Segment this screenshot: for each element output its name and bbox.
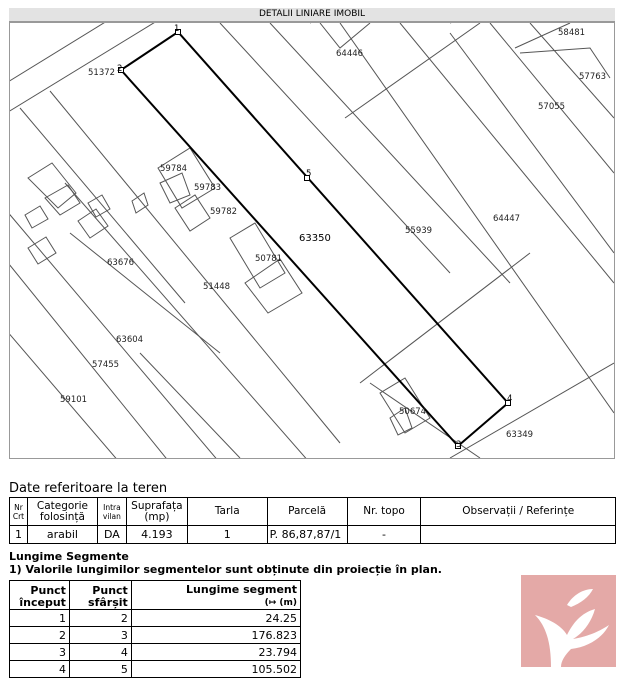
neighbor-label: 57763 [579,72,607,82]
cell-obs [421,526,616,544]
cell-intra: DA [97,526,126,544]
cell-start: 2 [10,627,70,644]
table-row [10,644,301,661]
neighbor-label: 59784 [160,164,188,174]
cell-length: 23.794 [131,644,300,661]
table-row [10,526,616,544]
map-canvas [10,23,614,458]
neighbor-label: 55939 [405,226,433,236]
header-nr: Nr Crt [10,498,28,526]
cell-length: 24.25 [131,610,300,627]
neighbor-label: 51448 [203,282,231,292]
cell-tarla: 1 [187,526,267,544]
cell-parcela: P. 86,87,87/1 [267,526,347,544]
watermark-logo [521,575,616,667]
neighbor-label: 59783 [194,183,222,193]
neighbor-label: 57455 [92,360,120,370]
neighbor-label: 59782 [210,207,238,217]
header-topo: Nr. topo [347,498,421,526]
point-label-5: 5 [306,169,312,179]
cell-nr: 1 [10,526,28,544]
neighbor-label: 63349 [506,430,534,440]
cell-start: 4 [10,661,70,678]
cell-length: 176.823 [131,627,300,644]
neighbor-label: 64447 [493,214,521,224]
neighbor-label: 51372 [88,68,116,78]
cell-end: 2 [69,610,131,627]
cell-start: 3 [10,644,70,661]
neighbor-label: 50674 [399,407,427,417]
main-parcel-label: 63350 [299,233,331,244]
header-length [131,581,300,610]
dove-icon [521,575,616,667]
header-start: Punct început [10,581,70,610]
cell-end: 4 [69,644,131,661]
cell-end: 3 [69,627,131,644]
header-category: Categorie folosință [27,498,97,526]
segments-note: 1) Valorile lungimilor segmentelor sunt obținute din proiecție în plan. [9,563,442,576]
cadastral-map[interactable] [9,22,615,459]
neighbor-label: 64446 [336,49,364,59]
table-header-row [10,498,616,526]
header-tarla: Tarla [187,498,267,526]
table-header-row [10,581,301,610]
cell-area: 4.193 [126,526,187,544]
neighbor-label: 63604 [116,335,144,345]
point-label-4: 4 [507,394,513,404]
point-label-3: 3 [456,440,462,450]
neighbor-label: 50781 [255,254,283,264]
point-label-1: 1 [174,24,180,34]
neighbor-label: 59101 [60,395,88,405]
header-end: Punct sfârșit [69,581,131,610]
panel-title: DETALII LINIARE IMOBIL [9,8,615,22]
cell-topo: - [347,526,421,544]
table-row [10,610,301,627]
table-row [10,627,301,644]
neighbor-label: 57055 [538,102,566,112]
segments-title: Lungime Segmente [9,550,129,563]
header-length-label: Lungime segment [186,583,297,596]
header-length-unit: (↦ (m) [264,598,297,608]
cell-start: 1 [10,610,70,627]
neighbor-label: 58481 [558,28,586,38]
cell-category: arabil [27,526,97,544]
header-obs: Observații / Referințe [421,498,616,526]
header-area: Suprafața (mp) [126,498,187,526]
cell-end: 5 [69,661,131,678]
cell-length: 105.502 [131,661,300,678]
neighbor-label: 63676 [107,258,135,268]
header-parcela: Parcelă [267,498,347,526]
point-label-2: 2 [117,64,123,74]
land-data-title: Date referitoare la teren [9,481,168,496]
segments-table [9,580,301,678]
land-data-table [9,497,616,544]
table-row [10,661,301,678]
header-intra: Intra vilan [97,498,126,526]
